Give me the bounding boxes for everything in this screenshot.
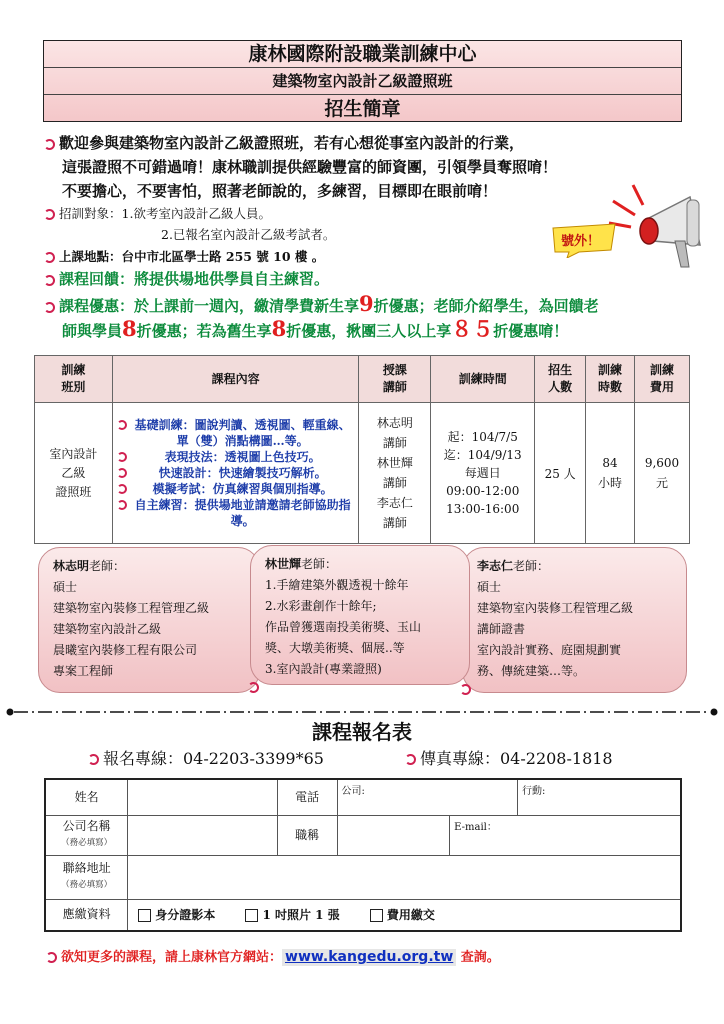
spiral-bullet-icon — [117, 420, 127, 430]
website-link[interactable]: www.kangedu.org.tw — [285, 949, 454, 965]
spiral-bullet-icon — [88, 754, 99, 765]
cell-seats: 25 人 — [535, 403, 586, 544]
course-table — [34, 355, 690, 544]
discount-line-1: 課程優惠：於上課前一週內，繳清學費新生享9折優惠；老師介紹學生，為回饋老 — [44, 292, 599, 318]
position-field[interactable] — [337, 815, 450, 855]
fax-number: 傳真專線：04-2208-1818 — [405, 746, 613, 769]
footer-note: 欲知更多的課程，請上康林官方網站： www.kangedu.org.tw 查詢。 — [46, 946, 500, 965]
extra-badge: 號外！ — [561, 234, 601, 249]
content-item: 自主練習：提供場地並請邀請老師協助指導。 — [117, 497, 355, 529]
cell-time: 起：104/7/5 迄：104/9/13 每週日 09:00-12:00 13:00-16:00 — [431, 403, 535, 544]
checkbox-photo[interactable] — [245, 909, 258, 922]
content-item: 快速設計：快速繪製技巧解析。 — [117, 465, 355, 481]
teacher-name: 林志明老師： — [53, 559, 126, 573]
address-label: 聯絡地址 （務必填寫） — [45, 855, 128, 899]
th-content: 課程內容 — [112, 356, 359, 403]
checkbox-fee-paid[interactable] — [370, 909, 383, 922]
recruit-line-2: 2.已報名室內設計乙級考試者。 — [161, 227, 336, 242]
position-label: 職稱 — [277, 815, 337, 855]
th-time: 訓練時間 — [431, 356, 535, 403]
spiral-bullet-icon — [117, 484, 127, 494]
intro-line-2: 這張證照不可錯過唷！康林職訓提供經驗豐富的師資團，引領學員奪照唷！ — [62, 158, 558, 176]
content-item: 表現技法：透視圖上色技巧。 — [117, 449, 355, 465]
course-table-header — [35, 356, 690, 403]
page-subtitle: 招生簡章 — [324, 98, 401, 120]
th-fee: 訓練 費用 — [635, 356, 690, 403]
spiral-bullet-icon — [44, 252, 55, 263]
teacher-name: 李志仁老師： — [477, 559, 550, 573]
teacher-panel-3: 李志仁老師： 碩士 建築物室內裝修工程管理乙級 講師證書 室內設計實務、庭園規劃實 務、傳統建築…等。 — [462, 547, 687, 693]
th-hours: 訓練 時數 — [586, 356, 635, 403]
checkbox-id-copy[interactable] — [138, 909, 151, 922]
name-label: 姓名 — [45, 779, 128, 815]
th-seats: 招生 人數 — [535, 356, 586, 403]
content-item: 模擬考試：仿真練習與個別指導。 — [117, 481, 355, 497]
feedback-line: 課程回饋：將提供場地供學員自主練習。 — [44, 268, 329, 291]
name-field[interactable] — [128, 779, 277, 815]
signup-form-table — [44, 778, 682, 932]
form-title: 課程報名表 — [312, 720, 412, 744]
spiral-bullet-icon — [44, 302, 55, 313]
spiral-bullet-icon — [44, 139, 55, 150]
spiral-bullet-icon — [46, 952, 57, 963]
docs-checkboxes: 身分證影本 1 吋照片 1 張 費用繳交 — [128, 899, 681, 931]
spiral-bullet-icon — [117, 468, 127, 478]
cut-line-divider — [6, 708, 718, 716]
company-tel-field[interactable]: 公司: — [337, 779, 517, 815]
company-label: 公司名稱 （務必填寫） — [45, 815, 128, 855]
spiral-decoration-icon — [460, 684, 471, 695]
address-field[interactable] — [128, 855, 681, 899]
location-line: 上課地點：台中市北區學士路 255 號 10 樓 。 — [44, 246, 324, 267]
spiral-decoration-icon — [248, 682, 259, 693]
email-field[interactable]: E-mail： — [450, 815, 681, 855]
cell-hours: 84 小時 — [586, 403, 635, 544]
mobile-field[interactable]: 行動: — [517, 779, 681, 815]
intro-line-3: 不要擔心，不要害怕，照著老師說的，多練習，目標即在眼前唷！ — [62, 182, 498, 200]
course-name: 建築物室內設計乙級證照班 — [44, 68, 681, 95]
docs-label: 應繳資料 — [45, 899, 128, 931]
teacher-name: 林世輝老師： — [265, 557, 338, 571]
cell-class: 室內設計 乙級 證照班 — [35, 403, 113, 544]
title-box — [43, 40, 682, 122]
teacher-panel-2: 林世輝老師： 1.手繪建築外觀透視十餘年 2.水彩畫創作十餘年; 作品曾獲選南投美術獎、玉山 獎、大墩美術獎、個展..等 3.室內設計(專業證照) — [250, 545, 470, 685]
spiral-bullet-icon — [44, 275, 55, 286]
teacher-panel-1: 林志明老師： 碩士 建築物室內裝修工程管理乙級 建築物室內設計乙級 晨曦室內裝修工程有限公司 專案工程師 — [38, 547, 260, 693]
company-field[interactable] — [128, 815, 277, 855]
cell-fee: 9,600 元 — [635, 403, 690, 544]
spiral-bullet-icon — [117, 452, 127, 462]
th-class: 訓練 班別 — [35, 356, 113, 403]
th-teacher: 授課 講師 — [359, 356, 431, 403]
spiral-bullet-icon — [405, 754, 416, 765]
tel-label: 電話 — [277, 779, 337, 815]
org-name: 康林國際附設職業訓練中心 — [44, 41, 681, 68]
recruit-line-1: 招訓對象：1.欲考室內設計乙級人員。 — [44, 203, 271, 224]
content-item: 基礎訓練：圖說判讀、透視圖、輕重線、單（雙）消點構圖…等。 — [117, 417, 355, 449]
cell-content — [112, 403, 359, 544]
intro-line-1: 歡迎參與建築物室內設計乙級證照班，若有心想從事室內設計的行業， — [44, 131, 524, 155]
spiral-bullet-icon — [117, 500, 127, 510]
cell-teachers: 林志明 講師 林世輝 講師 李志仁 講師 — [359, 403, 431, 544]
signup-phone: 報名專線：04-2203-3399*65 — [88, 746, 324, 769]
spiral-bullet-icon — [44, 209, 55, 220]
discount-line-2: 師與學員8折優惠；若為舊生享8折優惠，揪團三人以上享８５折優惠唷！ — [62, 316, 569, 341]
table-row — [35, 403, 690, 544]
